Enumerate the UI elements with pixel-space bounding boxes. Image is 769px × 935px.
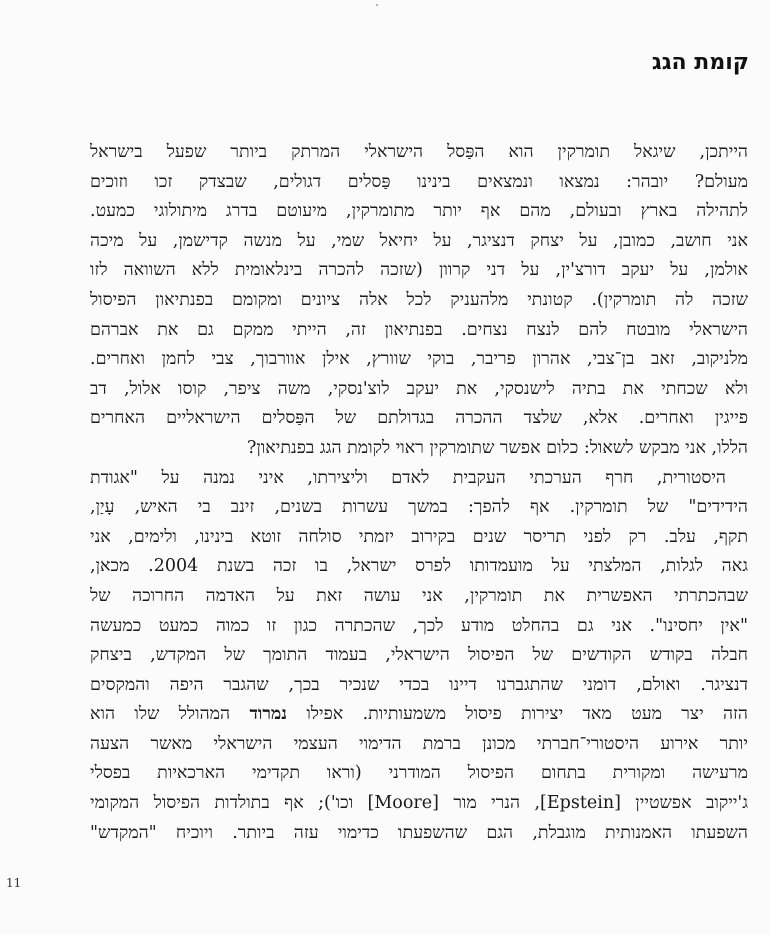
text-line: לתהילה בארץ ובעולם, מהם אף יותר מתומרקין, מיעוטם בדרג מיתולוגי כמעט. <box>90 201 748 222</box>
text-line: תקף, עלב. רק לפני תריסר שנים בקירוב יזמתי סולחה זוטא בינינו, ולימים, אני <box>90 526 748 547</box>
chapter-title: קומת הגג <box>651 50 749 75</box>
text-line: אולמן, על יעקב דורצ'ין, על דני קרוון (שזכה להכרה בינלאומית ללא השוואה לזו <box>90 260 748 281</box>
text-line: גאה לגלות, המלצתי על מועמדותו לפרס ישראל, בו זכה בשנת 2004. מכאן, <box>90 556 748 577</box>
text-line: "אין יחסינו". אני גם בהחלט מודע לכך, שהכתרה כגון זו כמוה כמעט כמעשה <box>90 615 748 636</box>
text-line: פייגין ואחרים. אלא, שלצד ההכרה בגדולתם של הפַּסלים הישראליים האחרים <box>90 408 748 429</box>
text-line: הללו, אני מבקש לשאול: כלום אפשר שתומרקין ראוי לקומת הגג בפנתיאון? <box>246 437 748 458</box>
text-line: הישראלי מובטח להם לנצח נצחים. בפנתיאון זה, הייתי ממקם גם את אברהם <box>90 319 748 340</box>
text-line: מרעישה ומקורית בתחום הפיסול המודרני (וראו תקדימי הארכאיות בפסלי <box>90 763 748 784</box>
text-line: השפעתו האמנותית מוגבלת, הגם שהשפעתו כדימוי עזה ביותר. ויוכיח "המקדש" <box>90 822 748 843</box>
text-line: אני חושב, כמובן, על יצחק דנציגר, על יחיאל שמי, על מנשה קדישמן, על מיכה <box>90 230 748 251</box>
page-number: 11 <box>6 876 22 890</box>
text-line: יותר אירוע היסטורי־חברתי מכונן ברמת הדימוי העצמי הישראלי מאשר הצעה <box>90 733 748 754</box>
body-paragraphs <box>90 138 748 848</box>
text-line-with-bold <box>90 700 748 730</box>
text-segment: הזה יצר מעט מאד יצירות פיסול משמעותיות. אפילו <box>287 704 748 725</box>
text-line: היסטורית, חרף הערכתי העקבית לאדם וליצירתו, איני נמנה על "אגודת <box>90 467 726 488</box>
text-line: ולא שכחתי את בתיה לישנסקי, את יעקב לוצ'נסקי, משה ציפר, קוסו אלול, דב <box>90 378 748 399</box>
text-line: ג'ייקוב אפשטיין [Epstein], הנרי מור [Moore] וכו'); אף בתולדות הפיסול המקומי <box>90 793 748 814</box>
text-line: דנציגר. ואולם, דומני שהתגברנו דיינו בכדי שנכיר בכך, שהגבר היפה והמקסים <box>90 674 748 695</box>
text-line: מלניקוב, זאב בן־צבי, אהרון פריבר, בוקי שוורץ, אילן אוורבוך, צבי לחמן ואחרים. <box>90 349 748 370</box>
text-segment: המהולל שלו הוא <box>90 704 250 725</box>
text-line: הייתכן, שיגאל תומרקין הוא הפַּסל הישראלי המרתק ביותר שפעל בישראל <box>90 142 748 162</box>
text-line: מעולם? יובהר: נמצאו ונמצאים בינינו פַּסלים דגולים, שבצדק זכו וזוכים <box>90 171 748 192</box>
bold-word: נמרוד <box>249 704 287 725</box>
text-line: שבהכתרתי האפשרית את תומרקין, אני עושה זאת על האדמה החרוכה של <box>90 585 748 606</box>
scan-mark <box>376 4 378 6</box>
text-line: שזכה לה תומרקין). קטונתי מלהעניק לכל אלה ציונים ומקומם בפנתיאון הפיסול <box>90 289 748 310</box>
text-line: הידידים" של תומרקין. אף להפך: במשך עשרות בשנים, זינב בי האיש, עָיַן, <box>90 497 748 518</box>
text-line: חבלה בקודש הקודשים של הפיסול הישראלי, בעמוד התומך של המקדש, ביצחק <box>90 645 748 666</box>
